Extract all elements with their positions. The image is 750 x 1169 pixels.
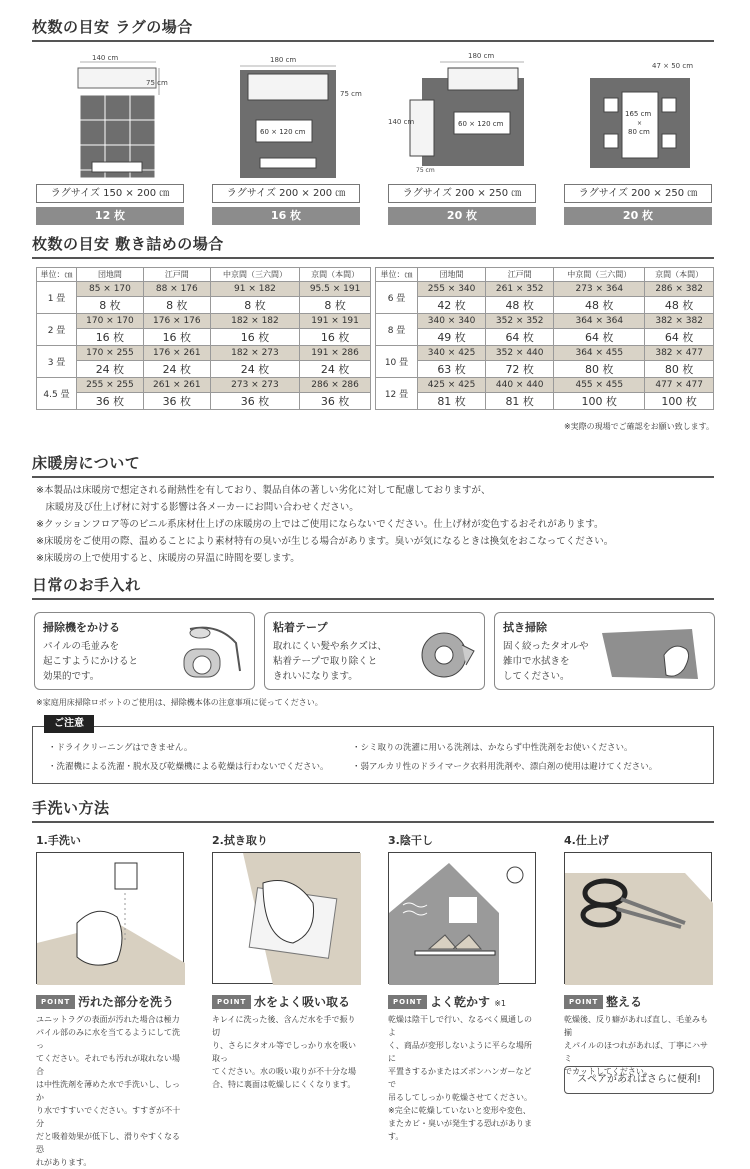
caution-item: ・弱アルカリ性のドライマーク衣料用洗剤や、漂白剤の使用は避けてください。 (352, 762, 658, 772)
svg-text:75 cm: 75 cm (340, 90, 362, 98)
section-rule (32, 40, 714, 42)
point-text: 整える (606, 995, 643, 1009)
svg-text:47 × 50 cm: 47 × 50 cm (652, 62, 694, 70)
section-rule (32, 257, 714, 259)
rug-size-label: ラグサイズ 200 × 200 ㎝ (212, 184, 360, 203)
svg-text:60 × 120 cm: 60 × 120 cm (260, 128, 306, 136)
spare-tip: スペアがあればさらに便利! (564, 1066, 714, 1094)
svg-text:×: × (637, 120, 643, 127)
robot-note: ※家庭用床掃除ロボットのご使用は、掃除機本体の注意事項に従ってください。 (36, 698, 323, 707)
care-box-wipe: 拭き掃除 固く絞ったタオルや 雑巾で水拭きを してください。 (494, 612, 715, 690)
svg-text:180 cm: 180 cm (270, 56, 297, 64)
point-text: よく乾かす ※1 (430, 995, 506, 1009)
rug-count: 12 枚 (36, 207, 184, 225)
rug-count: 20 枚 (388, 207, 536, 225)
step-description: ユニットラグの表面が汚れた場合は極力 パイル部のみに水を当てるようにして洗っ てください。それでも汚れが取れない場合 は中性洗剤を薄めた水で手洗いし、しっか り水ですすいでください。すすぎが不十分 だと吸着効果が低下し、滑りやすくなる恐 れがあります。 (36, 1015, 181, 1167)
rug-size-label: ラグサイズ 150 × 200 ㎝ (36, 184, 184, 203)
step-description: 乾燥は陰干しで行い、なるべく風通しのよ く、商品が変形しないように平らな場所に 平置きするかまたはズボンハンガーなどで 吊るしてしっかり乾燥させてください。 ※完全に乾燥していないと変形や変色、 またカビ・臭いが発生する恐れがあります。 (388, 1015, 532, 1141)
caution-item: ・洗濯機による洗濯・脱水及び乾燥機による乾燥は行わないでください。 (48, 762, 329, 772)
point-label: POINT (36, 995, 75, 1009)
point-text: 水をよく吸い取る (254, 995, 351, 1009)
svg-text:180 cm: 180 cm (468, 52, 495, 60)
step-image-trim (564, 852, 712, 984)
rug-count: 16 枚 (212, 207, 360, 225)
floor-section-title: 床暖房について (32, 454, 141, 472)
handwash-section-title: 手洗い方法 (32, 799, 110, 817)
caution-item: ・ドライクリーニングはできません。 (48, 743, 193, 753)
care-box-tape: 粘着テープ 取れにくい髪や糸クズは、 粘着テープで取り除くと きれいになります。 (264, 612, 485, 690)
step-title: 2.拭き取り (212, 834, 268, 847)
rug-count: 20 枚 (564, 207, 712, 225)
svg-text:80 cm: 80 cm (628, 128, 650, 136)
section-rule (32, 476, 714, 478)
dim-width: 140 cm (92, 54, 119, 62)
floor-note: ※クッションフロア等のビニル系床材仕上げの床暖房の上ではご使用にならないでください。仕上げ材が変色するおそれがあります。 (36, 519, 604, 530)
wipe-cloth-icon (602, 625, 706, 683)
care-box-vacuum: 掃除機をかける パイルの毛並みを 起こすようにかけると 効果的です。 (34, 612, 255, 690)
step-image-dry (388, 852, 536, 984)
section-rule (32, 821, 714, 823)
step-title: 4.仕上げ (564, 834, 609, 847)
floor-note: ※床暖房の上で使用すると、床暖房の昇温に時間を要します。 (36, 553, 300, 564)
rug-size-label: ラグサイズ 200 × 250 ㎝ (388, 184, 536, 203)
rug-diagram-3 (388, 50, 536, 178)
care-section-title: 日常のお手入れ (32, 576, 141, 594)
svg-text:140 cm: 140 cm (388, 118, 415, 126)
point-label: POINT (212, 995, 251, 1009)
caution-label: ご注意 (44, 715, 94, 733)
step-title: 3.陰干し (388, 834, 433, 847)
step-title: 1.手洗い (36, 834, 81, 847)
tile-section-title: 枚数の目安 敷き詰めの場合 (32, 235, 224, 253)
floor-note: 床暖房及び仕上げ材に対する影響は各メーカーにお問い合わせください。 (36, 502, 359, 513)
floor-note: ※床暖房をご使用の際、温めることにより素材特有の臭いが生じる場合があります。臭いが気になるときは換気をおこなってください。 (36, 536, 614, 547)
rug-size-label: ラグサイズ 200 × 250 ㎝ (564, 184, 712, 203)
dim-depth: 75 cm (146, 79, 168, 87)
point-label: POINT (388, 995, 427, 1009)
vacuum-icon (178, 621, 248, 683)
tile-table-right: 単位：㎝ 団地間 江戸間 中京間（三六間） 京間（本間） 6 畳 255 × 340 261 × 352 273 × 364 286 × 382 42 枚 48 枚 48 枚 48 枚 8 畳 340 × 340 352 × 352 364 × 364 382 × 382 49 枚 64 枚 64 枚 64 枚 10 畳 340 × 425 352 × 440 364 × 455 382 × 477 63 枚 72 枚 80 枚 80 枚 12 畳 425 × 425 440 × 440 455 × 455 477 × 477 81 枚 81 枚 100 枚 100 枚 (375, 267, 714, 410)
caution-item: ・シミ取りの洗濯に用いる洗剤は、かならず中性洗剤をお使いください。 (352, 743, 633, 753)
step-description: キレイに洗った後、含んだ水を手で振り切 り、さらにタオル等でしっかり水を吸い取っ てください。水の吸い取りが不十分な場 合、特に裏面は乾燥しにくくなります。 (212, 1015, 356, 1089)
tile-table-left: 単位：㎝ 団地間 江戸間 中京間（三六間） 京間（本間） 1 畳 85 × 170 88 × 176 91 × 182 95.5 × 191 8 枚 8 枚 8 枚 8 枚 2 畳 170 × 170 176 × 176 182 × 182 191 × 191 16 枚 16 枚 16 枚 16 枚 3 畳 170 × 255 176 × 261 182 × 273 191 × 286 24 枚 24 枚 24 枚 24 枚 4.5 畳 255 × 255 261 × 261 273 × 273 286 × 286 36 枚 36 枚 36 枚 36 枚 (36, 267, 371, 410)
rug-diagram-4 (564, 50, 712, 178)
step-image-wipe (212, 852, 360, 984)
tape-roll-icon (416, 625, 476, 681)
step-image-wash (36, 852, 184, 984)
floor-note: ※本製品は床暖房で想定される耐熱性を有しており、製品自体の著しい劣化に対して配慮しておりますが、 (36, 485, 491, 496)
svg-text:165 cm: 165 cm (625, 110, 652, 118)
point-label: POINT (564, 995, 603, 1009)
section-rule (32, 598, 714, 600)
svg-text:75 cm: 75 cm (416, 167, 435, 174)
rug-diagram-2 (212, 50, 360, 178)
tile-footnote: ※実際の現場でご確認をお願い致します。 (563, 422, 714, 431)
caution-box (32, 726, 714, 784)
rug-diagram-1 (36, 50, 184, 178)
rug-section-title: 枚数の目安 ラグの場合 (32, 18, 193, 36)
step-description: 乾燥後、反り癖があれば直し、毛並みも揃 えパイルのほつれがあれば、丁寧にハサミ でカットしてください。 (564, 1015, 708, 1076)
point-text: 汚れた部分を洗う (78, 995, 175, 1009)
svg-text:60 × 120 cm: 60 × 120 cm (458, 120, 504, 128)
